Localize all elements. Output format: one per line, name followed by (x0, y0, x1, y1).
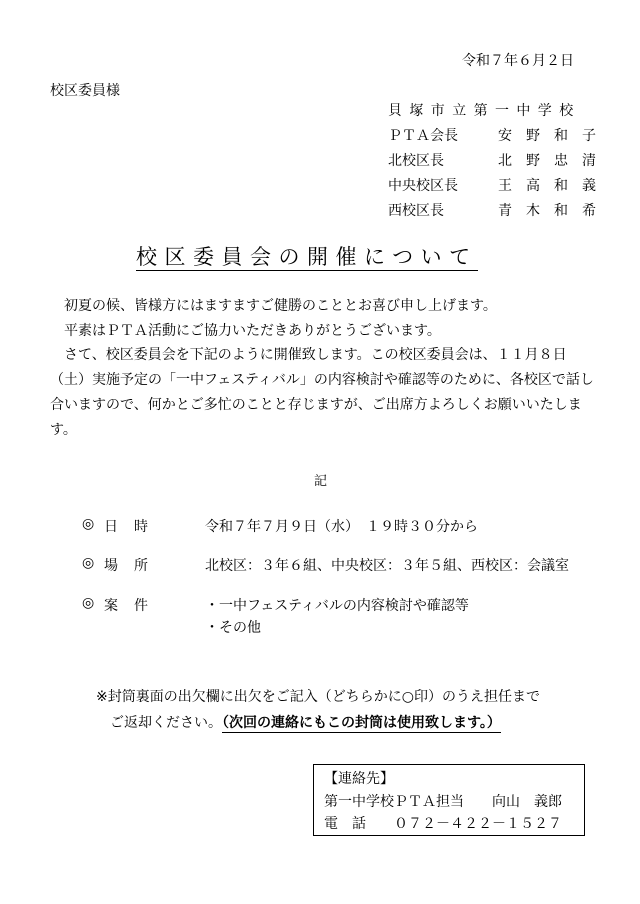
sender-org: ＰＴＡ会長 (388, 128, 458, 144)
sender-org: 西校区長 (388, 203, 444, 219)
item-value-date: 令和７年７月９日（水） １９時３０分から (205, 519, 478, 535)
note-line-1: ※封筒裏面の出欠欄に出欠をご記入（どちらかに○印）のうえ担任まで (96, 689, 540, 705)
contact-person: 第一中学校ＰＴＡ担当 向山 義郎 (324, 794, 562, 810)
contact-phone: 電 話 ０７２－４２２－１５２７ (324, 816, 562, 832)
sender-school (388, 100, 581, 120)
contact-box (313, 764, 585, 836)
issue-date: 令和７年６月２日 (462, 53, 574, 69)
letter-body (50, 294, 598, 442)
item-label-date: 日時 (104, 519, 164, 535)
ki-heading: 記 (314, 474, 328, 489)
addressee: 校区委員様 (50, 83, 120, 99)
sender-pta-chair (388, 125, 596, 145)
note-plain-text: ご返却ください。 (110, 715, 222, 731)
body-paragraph-1: 初夏の候、皆様方にはますますご健勝のこととお喜び申し上げます。 (64, 298, 497, 314)
sender-name: 王 高 和 義 (498, 178, 596, 194)
sender-west-district (388, 200, 596, 220)
item-label-place: 場所 (104, 558, 164, 574)
note-line-2 (110, 712, 501, 732)
document-title: 校区委員会の開催について (136, 245, 478, 269)
sender-org: 中央校区長 (388, 178, 458, 194)
sender-org: 北校区長 (388, 153, 444, 169)
body-paragraph-3: さて、校区委員会を下記のように開催致します。この校区委員会は、１１月８日（土）実施予定の「一中フェスティバル」の内容検討や確認等のために、各校区で話し合いますので、何かとご多忙のことと存じますが、ご出席方よろしくお願いいたします。 (50, 347, 594, 438)
contact-heading: 【連絡先】 (324, 771, 394, 787)
sender-name: 安 野 和 子 (498, 128, 596, 144)
item-label-agenda: 案件 (104, 598, 164, 614)
sender-central-district (388, 175, 596, 195)
sender-school-name: 貝塚市立第一中学校 (388, 103, 581, 119)
item-value-agenda-2: ・その他 (205, 620, 261, 636)
item-value-agenda-1: ・一中フェスティバルの内容検討や確認等 (205, 598, 469, 614)
item-mark: ◎ (82, 516, 95, 532)
item-mark: ◎ (82, 555, 95, 571)
item-value-place: 北校区：３年６組、中央校区：３年５組、西校区：会議室 (205, 558, 569, 574)
sender-north-district (388, 150, 596, 170)
sender-name: 北 野 忠 清 (498, 153, 596, 169)
body-paragraph-2: 平素はＰＴＡ活動にご協力いただきありがとうございます。 (64, 322, 441, 339)
note-underlined-text: （次回の連絡にもこの封筒は使用致します。） (222, 715, 501, 731)
item-mark: ◎ (82, 595, 95, 611)
sender-name: 青 木 和 希 (498, 203, 596, 219)
